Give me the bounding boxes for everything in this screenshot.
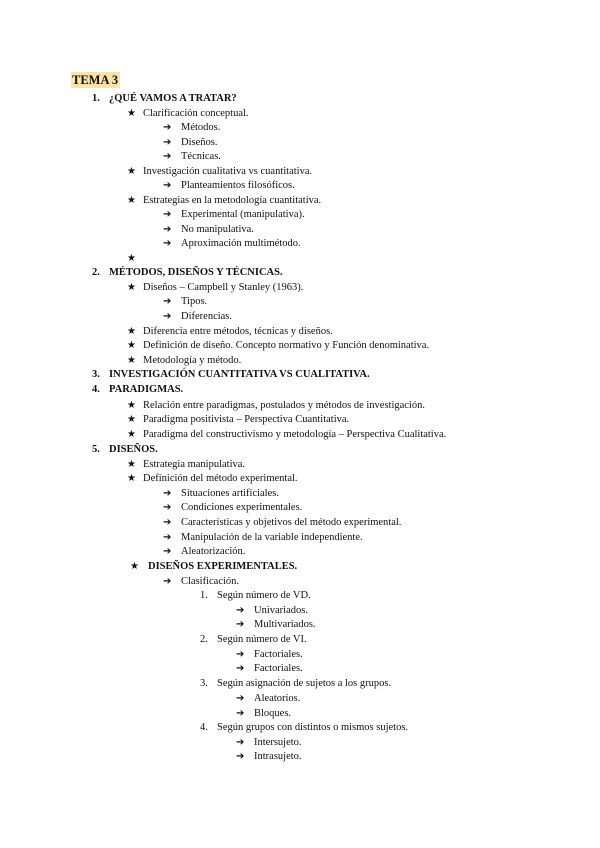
sub-bullet-text: Planteamientos filosóficos.	[181, 180, 295, 191]
arrow-icon: ➔	[163, 180, 172, 191]
arrow-icon: ➔	[163, 296, 172, 307]
section-3-heading: INVESTIGACIÓN CUANTITATIVA VS CUALITATIVA.	[109, 369, 370, 380]
star-bullet-icon: ★	[130, 561, 139, 572]
bullet-text: Metodología y método.	[143, 355, 242, 366]
arrow-icon: ➔	[236, 605, 245, 616]
classification-item: Univariados.	[254, 605, 308, 616]
section-2-number: 2.	[92, 267, 100, 278]
star-bullet-icon: ★	[127, 400, 136, 411]
classification-number: 4.	[200, 722, 208, 733]
arrow-icon: ➔	[163, 151, 172, 162]
classification-number: 3.	[200, 678, 208, 689]
arrow-icon: ➔	[163, 488, 172, 499]
sub-bullet-text: Situaciones artificiales.	[181, 488, 279, 499]
classification-item: Intersujeto.	[254, 737, 302, 748]
section-5-number: 5.	[92, 444, 100, 455]
sub-bullet-text: Técnicas.	[181, 151, 221, 162]
star-bullet-icon: ★	[127, 166, 136, 177]
sub-bullet-text: Aproximación multimétodo.	[181, 238, 301, 249]
section-2-heading: MÉTODOS, DISEÑOS Y TÉCNICAS.	[109, 267, 283, 278]
arrow-icon: ➔	[236, 751, 245, 762]
arrow-icon: ➔	[236, 737, 245, 748]
classification-item: Bloques.	[254, 708, 292, 719]
star-bullet-icon: ★	[127, 195, 136, 206]
bullet-text: Estrategias en la metodología cuantitativa.	[143, 195, 322, 206]
document-title: TEMA 3	[72, 73, 119, 87]
star-bullet-icon: ★	[127, 108, 136, 119]
sub-bullet-text: No manipulativa.	[181, 224, 254, 235]
sub-bullet-text: Manipulación de la variable independiente.	[181, 532, 363, 543]
classification-number: 1.	[200, 590, 208, 601]
arrow-icon: ➔	[163, 546, 172, 557]
arrow-icon: ➔	[163, 209, 172, 220]
section-1-number: 1.	[92, 93, 100, 104]
star-bullet-icon: ★	[127, 459, 136, 470]
arrow-icon: ➔	[163, 224, 172, 235]
arrow-icon: ➔	[163, 311, 172, 322]
section-5-heading: DISEÑOS.	[109, 444, 158, 455]
bullet-text: Definición de diseño. Concepto normativo y Función denominativa.	[143, 340, 430, 351]
bullet-text: Clarificación conceptual.	[143, 108, 249, 119]
arrow-icon: ➔	[163, 576, 172, 587]
star-bullet-icon: ★	[127, 473, 136, 484]
sub-bullet-text: Condiciones experimentales.	[181, 502, 303, 513]
star-bullet-icon: ★	[127, 429, 136, 440]
sub-bullet-text: Experimental (manipulativa).	[181, 209, 305, 220]
bullet-text: Estrategia manipulativa.	[143, 459, 246, 470]
arrow-icon: ➔	[236, 619, 245, 630]
star-bullet-icon: ★	[127, 326, 136, 337]
bullet-text: Investigación cualitativa vs cuantitativa.	[143, 166, 313, 177]
section-1-heading: ¿QUÉ VAMOS A TRATAR?	[109, 93, 237, 104]
arrow-icon: ➔	[163, 238, 172, 249]
sub-bullet-text: Diseños.	[181, 137, 218, 148]
bullet-text: Diferencia entre métodos, técnicas y diseños.	[143, 326, 333, 337]
arrow-icon: ➔	[163, 122, 172, 133]
arrow-icon: ➔	[163, 502, 172, 513]
sub-bullet-text: Características y objetivos del método experimental.	[181, 517, 402, 528]
arrow-icon: ➔	[163, 532, 172, 543]
sub-bullet-text: Tipos.	[181, 296, 208, 307]
star-bullet-icon: ★	[127, 414, 136, 425]
classification-text: Según grupos con distintos o mismos sujetos.	[217, 722, 409, 733]
arrow-icon: ➔	[236, 693, 245, 704]
bullet-text: Diseños – Campbell y Stanley (1963).	[143, 282, 304, 293]
bullet-text: Definición del método experimental.	[143, 473, 298, 484]
section-4-number: 4.	[92, 384, 100, 395]
arrow-icon: ➔	[163, 517, 172, 528]
star-bullet-icon: ★	[127, 282, 136, 293]
classification-text: Según número de VI.	[217, 634, 307, 645]
classification-item: Factoriales.	[254, 649, 303, 660]
classification-text: Según número de VD.	[217, 590, 311, 601]
classification-text: Según asignación de sujetos a los grupos.	[217, 678, 392, 689]
bullet-text: Paradigma del constructivismo y metodología – Perspectiva Cualitativa.	[143, 429, 447, 440]
sub-bullet-text: Métodos.	[181, 122, 221, 133]
classification-number: 2.	[200, 634, 208, 645]
sub-bullet-text: Diferencias.	[181, 311, 233, 322]
classification-item: Multivariados.	[254, 619, 316, 630]
bullet-text: Paradigma positivista – Perspectiva Cuantitativa.	[143, 414, 350, 425]
subheading-diseños-experimentales: DISEÑOS EXPERIMENTALES.	[148, 561, 298, 572]
star-bullet-icon: ★	[127, 340, 136, 351]
section-3-number: 3.	[92, 369, 100, 380]
star-bullet-icon: ★	[127, 355, 136, 366]
arrow-icon: ➔	[163, 137, 172, 148]
bullet-text: Relación entre paradigmas, postulados y métodos de investigación.	[143, 400, 425, 411]
arrow-icon: ➔	[236, 708, 245, 719]
sub-bullet-text: Aleatorización.	[181, 546, 246, 557]
section-4-heading: PARADIGMAS.	[109, 384, 184, 395]
sub-bullet-text: Clasificación.	[181, 576, 240, 587]
classification-item: Intrasujeto.	[254, 751, 302, 762]
arrow-icon: ➔	[236, 663, 245, 674]
classification-item: Factoriales.	[254, 663, 303, 674]
arrow-icon: ➔	[236, 649, 245, 660]
classification-item: Aleatorios.	[254, 693, 301, 704]
star-bullet-icon: ★	[127, 253, 136, 264]
